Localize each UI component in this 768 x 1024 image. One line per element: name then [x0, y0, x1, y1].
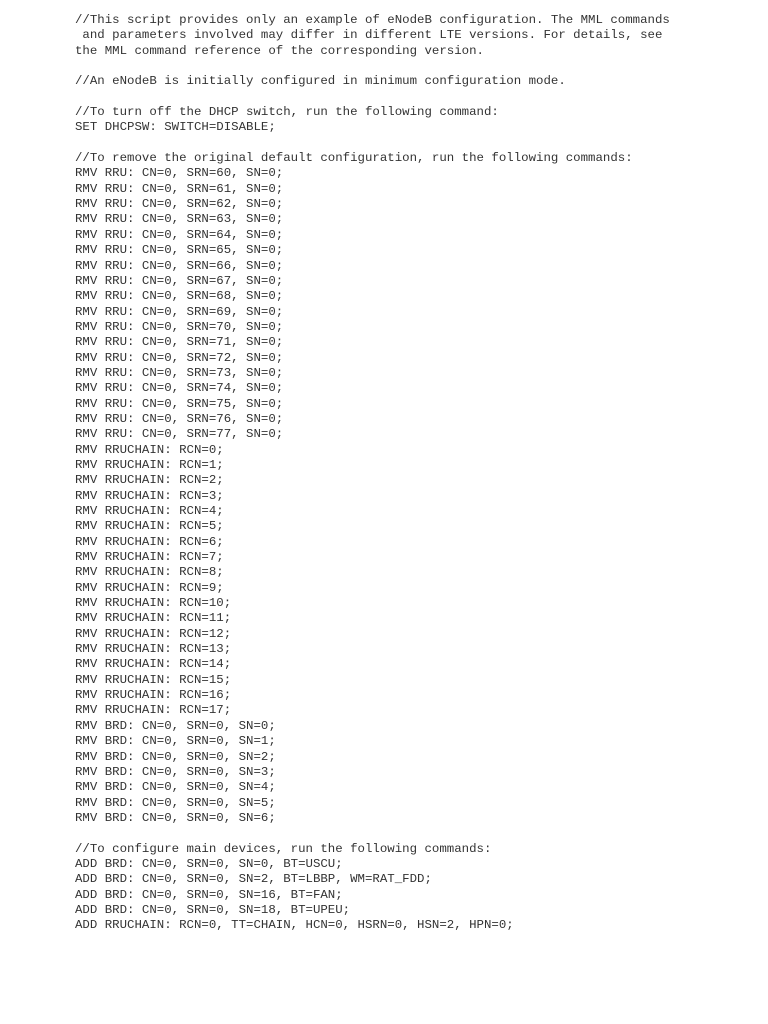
script-section: [75, 13, 745, 59]
comment-line: //To configure main devices, run the following commands:: [75, 841, 492, 856]
command-line: RMV RRU: CN=0, SRN=60, SN=0;: [75, 166, 284, 181]
section-gap: [75, 59, 745, 74]
script-section: [75, 74, 745, 89]
command-line: RMV RRUCHAIN: RCN=12;: [75, 626, 232, 641]
command-line: RMV RRU: CN=0, SRN=62, SN=0;: [75, 197, 284, 212]
command-line: SET DHCPSW: SWITCH=DISABLE;: [75, 120, 276, 135]
command-line: ADD BRD: CN=0, SRN=0, SN=0, BT=USCU;: [75, 856, 343, 871]
command-line: RMV RRUCHAIN: RCN=9;: [75, 580, 224, 595]
section-gap: [75, 826, 745, 841]
command-line: RMV RRUCHAIN: RCN=3;: [75, 488, 224, 503]
command-line: RMV RRU: CN=0, SRN=67, SN=0;: [75, 273, 284, 288]
command-line: RMV RRU: CN=0, SRN=61, SN=0;: [75, 181, 284, 196]
command-line: RMV BRD: CN=0, SRN=0, SN=2;: [75, 749, 276, 764]
command-line: RMV RRU: CN=0, SRN=74, SN=0;: [75, 381, 284, 396]
command-line: RMV RRUCHAIN: RCN=16;: [75, 688, 232, 703]
command-line: RMV RRUCHAIN: RCN=7;: [75, 550, 224, 565]
script-section: [75, 105, 745, 136]
command-line: RMV RRU: CN=0, SRN=72, SN=0;: [75, 350, 284, 365]
script-section: [75, 842, 745, 934]
command-line: RMV BRD: CN=0, SRN=0, SN=1;: [75, 734, 276, 749]
command-line: RMV RRUCHAIN: RCN=10;: [75, 596, 232, 611]
command-line: RMV BRD: CN=0, SRN=0, SN=6;: [75, 810, 276, 825]
command-line: ADD RRUCHAIN: RCN=0, TT=CHAIN, HCN=0, HSRN=0, HSN=2, HPN=0;: [75, 918, 514, 933]
command-line: RMV RRU: CN=0, SRN=73, SN=0;: [75, 365, 284, 380]
command-line: RMV RRUCHAIN: RCN=17;: [75, 703, 232, 718]
command-line: RMV RRU: CN=0, SRN=71, SN=0;: [75, 335, 284, 350]
command-line: RMV BRD: CN=0, SRN=0, SN=3;: [75, 764, 276, 779]
command-line: RMV RRUCHAIN: RCN=11;: [75, 611, 232, 626]
command-line: RMV BRD: CN=0, SRN=0, SN=5;: [75, 795, 276, 810]
section-gap: [75, 136, 745, 151]
command-line: ADD BRD: CN=0, SRN=0, SN=2, BT=LBBP, WM=RAT_FDD;: [75, 872, 432, 887]
command-line: RMV RRU: CN=0, SRN=76, SN=0;: [75, 411, 284, 426]
command-line: RMV RRUCHAIN: RCN=4;: [75, 504, 224, 518]
section-gap: [75, 90, 745, 105]
command-line: RMV RRUCHAIN: RCN=5;: [75, 519, 224, 534]
command-line: ADD BRD: CN=0, SRN=0, SN=16, BT=FAN;: [75, 887, 343, 902]
command-line: RMV RRU: CN=0, SRN=70, SN=0;: [75, 319, 284, 334]
comment-line: and parameters involved may differ in different LTE versions. For details, see: [75, 28, 663, 43]
command-line: RMV RRUCHAIN: RCN=13;: [75, 642, 232, 657]
command-line: RMV RRU: CN=0, SRN=63, SN=0;: [75, 212, 284, 227]
comment-line: //An eNodeB is initially configured in minimum configuration mode.: [75, 74, 566, 89]
command-line: RMV RRU: CN=0, SRN=68, SN=0;: [75, 289, 284, 304]
comment-line: //To remove the original default configuration, run the following commands:: [75, 151, 633, 166]
script-document: [75, 13, 745, 934]
command-line: RMV BRD: CN=0, SRN=0, SN=4;: [75, 780, 276, 795]
command-line: RMV RRUCHAIN: RCN=8;: [75, 565, 224, 580]
command-line: RMV RRU: CN=0, SRN=65, SN=0;: [75, 243, 284, 258]
command-line: ADD BRD: CN=0, SRN=0, SN=18, BT=UPEU;: [75, 902, 351, 917]
command-line: RMV RRUCHAIN: RCN=14;: [75, 657, 232, 672]
command-line: RMV RRU: CN=0, SRN=66, SN=0;: [75, 258, 284, 273]
comment-line: //To turn off the DHCP switch, run the following command:: [75, 105, 499, 120]
comment-line: //This script provides only an example of eNodeB configuration. The MML commands: [75, 13, 670, 27]
script-section: [75, 151, 745, 826]
command-line: RMV RRUCHAIN: RCN=6;: [75, 534, 224, 549]
command-line: RMV RRU: CN=0, SRN=69, SN=0;: [75, 304, 284, 319]
command-line: RMV RRU: CN=0, SRN=75, SN=0;: [75, 396, 284, 411]
command-line: RMV RRU: CN=0, SRN=77, SN=0;: [75, 427, 284, 442]
command-line: RMV RRUCHAIN: RCN=15;: [75, 672, 232, 687]
command-line: RMV RRUCHAIN: RCN=2;: [75, 473, 224, 488]
command-line: RMV BRD: CN=0, SRN=0, SN=0;: [75, 718, 276, 733]
command-line: RMV RRU: CN=0, SRN=64, SN=0;: [75, 227, 284, 242]
command-line: RMV RRUCHAIN: RCN=1;: [75, 457, 224, 472]
comment-line: the MML command reference of the corresponding version.: [75, 43, 484, 58]
command-line: RMV RRUCHAIN: RCN=0;: [75, 442, 224, 457]
